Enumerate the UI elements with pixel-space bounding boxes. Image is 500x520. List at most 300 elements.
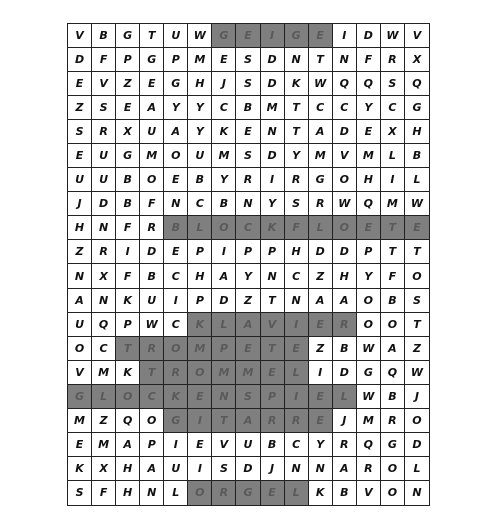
grid-cell[interactable]: N bbox=[285, 48, 309, 72]
grid-cell[interactable]: F bbox=[285, 216, 309, 240]
grid-cell[interactable]: V bbox=[68, 361, 92, 385]
grid-cell[interactable]: L bbox=[188, 216, 212, 240]
grid-cell[interactable]: R bbox=[333, 313, 357, 337]
grid-cell[interactable]: S bbox=[236, 144, 260, 168]
grid-cell[interactable]: Y bbox=[236, 264, 260, 288]
grid-cell[interactable]: U bbox=[164, 457, 188, 481]
grid-cell[interactable]: E bbox=[68, 144, 92, 168]
grid-cell[interactable]: M bbox=[357, 409, 381, 433]
grid-cell[interactable]: O bbox=[405, 264, 429, 288]
grid-cell[interactable]: L bbox=[92, 385, 116, 409]
grid-cell[interactable]: I bbox=[309, 361, 333, 385]
grid-cell[interactable]: I bbox=[333, 24, 357, 48]
grid-cell[interactable]: B bbox=[333, 337, 357, 361]
grid-cell[interactable]: F bbox=[357, 48, 381, 72]
grid-cell[interactable]: G bbox=[212, 24, 236, 48]
grid-cell[interactable]: G bbox=[164, 409, 188, 433]
grid-cell[interactable]: K bbox=[116, 289, 140, 313]
grid-cell[interactable]: O bbox=[68, 337, 92, 361]
grid-cell[interactable]: D bbox=[92, 192, 116, 216]
grid-cell[interactable]: M bbox=[309, 144, 333, 168]
grid-cell[interactable]: M bbox=[212, 361, 236, 385]
grid-cell[interactable]: W bbox=[357, 337, 381, 361]
grid-cell[interactable]: L bbox=[285, 361, 309, 385]
grid-cell[interactable]: Y bbox=[309, 433, 333, 457]
grid-cell[interactable]: A bbox=[212, 264, 236, 288]
grid-cell[interactable]: I bbox=[164, 289, 188, 313]
grid-cell[interactable]: D bbox=[212, 289, 236, 313]
grid-cell[interactable]: O bbox=[357, 313, 381, 337]
grid-cell[interactable]: W bbox=[357, 385, 381, 409]
grid-cell[interactable]: D bbox=[68, 48, 92, 72]
grid-cell[interactable]: K bbox=[188, 313, 212, 337]
grid-cell[interactable]: Z bbox=[68, 96, 92, 120]
grid-cell[interactable]: L bbox=[164, 481, 188, 505]
grid-cell[interactable]: L bbox=[285, 481, 309, 505]
grid-cell[interactable]: S bbox=[236, 48, 260, 72]
grid-cell[interactable]: D bbox=[333, 361, 357, 385]
grid-cell[interactable]: Q bbox=[357, 192, 381, 216]
grid-cell[interactable]: E bbox=[261, 361, 285, 385]
grid-cell[interactable]: O bbox=[188, 361, 212, 385]
grid-cell[interactable]: P bbox=[188, 240, 212, 264]
grid-cell[interactable]: E bbox=[309, 24, 333, 48]
grid-cell[interactable]: M bbox=[188, 337, 212, 361]
grid-cell[interactable]: Y bbox=[285, 144, 309, 168]
grid-cell[interactable]: P bbox=[164, 48, 188, 72]
grid-cell[interactable]: A bbox=[381, 337, 405, 361]
grid-cell[interactable]: P bbox=[261, 385, 285, 409]
grid-cell[interactable]: A bbox=[236, 313, 260, 337]
grid-cell[interactable]: N bbox=[309, 457, 333, 481]
grid-cell[interactable]: A bbox=[309, 120, 333, 144]
grid-cell[interactable]: N bbox=[92, 289, 116, 313]
grid-cell[interactable]: C bbox=[333, 96, 357, 120]
grid-cell[interactable]: R bbox=[357, 457, 381, 481]
grid-cell[interactable]: J bbox=[333, 409, 357, 433]
grid-cell[interactable]: K bbox=[164, 385, 188, 409]
grid-cell[interactable]: M bbox=[357, 144, 381, 168]
grid-cell[interactable]: N bbox=[68, 264, 92, 288]
grid-cell[interactable]: X bbox=[92, 457, 116, 481]
grid-cell[interactable]: S bbox=[285, 192, 309, 216]
grid-cell[interactable]: P bbox=[188, 289, 212, 313]
grid-cell[interactable]: H bbox=[405, 120, 429, 144]
grid-cell[interactable]: Z bbox=[68, 240, 92, 264]
grid-cell[interactable]: C bbox=[188, 192, 212, 216]
grid-cell[interactable]: F bbox=[92, 481, 116, 505]
grid-cell[interactable]: F bbox=[116, 264, 140, 288]
grid-cell[interactable]: E bbox=[116, 96, 140, 120]
grid-cell[interactable]: N bbox=[333, 48, 357, 72]
grid-cell[interactable]: W bbox=[188, 24, 212, 48]
grid-cell[interactable]: J bbox=[405, 385, 429, 409]
grid-cell[interactable]: C bbox=[236, 216, 260, 240]
grid-cell[interactable]: I bbox=[116, 240, 140, 264]
grid-cell[interactable]: E bbox=[188, 433, 212, 457]
grid-cell[interactable]: E bbox=[236, 337, 260, 361]
grid-cell[interactable]: F bbox=[381, 264, 405, 288]
grid-cell[interactable]: I bbox=[285, 313, 309, 337]
grid-cell[interactable]: O bbox=[164, 337, 188, 361]
grid-cell[interactable]: H bbox=[357, 168, 381, 192]
grid-cell[interactable]: M bbox=[188, 48, 212, 72]
grid-cell[interactable]: N bbox=[285, 289, 309, 313]
grid-cell[interactable]: W bbox=[309, 72, 333, 96]
grid-cell[interactable]: D bbox=[261, 144, 285, 168]
grid-cell[interactable]: N bbox=[164, 192, 188, 216]
grid-cell[interactable]: E bbox=[357, 120, 381, 144]
grid-cell[interactable]: A bbox=[68, 289, 92, 313]
grid-cell[interactable]: K bbox=[212, 120, 236, 144]
grid-cell[interactable]: B bbox=[140, 264, 164, 288]
grid-cell[interactable]: Q bbox=[381, 361, 405, 385]
grid-cell[interactable]: W bbox=[405, 361, 429, 385]
grid-cell[interactable]: O bbox=[164, 144, 188, 168]
grid-cell[interactable]: I bbox=[164, 433, 188, 457]
grid-cell[interactable]: O bbox=[357, 289, 381, 313]
grid-cell[interactable]: O bbox=[405, 409, 429, 433]
grid-cell[interactable]: B bbox=[164, 216, 188, 240]
grid-cell[interactable]: E bbox=[357, 216, 381, 240]
grid-cell[interactable]: H bbox=[333, 264, 357, 288]
grid-cell[interactable]: P bbox=[236, 240, 260, 264]
grid-cell[interactable]: T bbox=[381, 216, 405, 240]
grid-cell[interactable]: B bbox=[381, 385, 405, 409]
grid-cell[interactable]: I bbox=[212, 240, 236, 264]
grid-cell[interactable]: I bbox=[261, 168, 285, 192]
grid-cell[interactable]: I bbox=[381, 168, 405, 192]
grid-cell[interactable]: C bbox=[285, 264, 309, 288]
grid-cell[interactable]: M bbox=[261, 96, 285, 120]
grid-cell[interactable]: A bbox=[140, 457, 164, 481]
grid-cell[interactable]: R bbox=[164, 361, 188, 385]
grid-cell[interactable]: A bbox=[333, 457, 357, 481]
grid-cell[interactable]: O bbox=[188, 481, 212, 505]
grid-cell[interactable]: N bbox=[236, 192, 260, 216]
grid-cell[interactable]: A bbox=[309, 289, 333, 313]
grid-cell[interactable]: E bbox=[405, 216, 429, 240]
grid-cell[interactable]: R bbox=[309, 192, 333, 216]
grid-cell[interactable]: R bbox=[381, 409, 405, 433]
grid-cell[interactable]: Z bbox=[236, 289, 260, 313]
grid-cell[interactable]: R bbox=[212, 481, 236, 505]
grid-cell[interactable]: G bbox=[164, 72, 188, 96]
grid-cell[interactable]: N bbox=[92, 216, 116, 240]
grid-cell[interactable]: G bbox=[405, 96, 429, 120]
grid-cell[interactable]: E bbox=[164, 168, 188, 192]
grid-cell[interactable]: O bbox=[116, 385, 140, 409]
grid-cell[interactable]: L bbox=[212, 313, 236, 337]
grid-cell[interactable]: T bbox=[140, 361, 164, 385]
grid-cell[interactable]: A bbox=[164, 120, 188, 144]
grid-cell[interactable]: A bbox=[236, 409, 260, 433]
grid-cell[interactable]: Z bbox=[116, 72, 140, 96]
grid-cell[interactable]: B bbox=[116, 192, 140, 216]
grid-cell[interactable]: L bbox=[405, 457, 429, 481]
grid-cell[interactable]: K bbox=[261, 216, 285, 240]
grid-cell[interactable]: B bbox=[236, 96, 260, 120]
grid-cell[interactable]: B bbox=[261, 433, 285, 457]
grid-cell[interactable]: E bbox=[309, 385, 333, 409]
grid-cell[interactable]: T bbox=[140, 24, 164, 48]
grid-cell[interactable]: S bbox=[236, 385, 260, 409]
grid-cell[interactable]: P bbox=[212, 337, 236, 361]
grid-cell[interactable]: L bbox=[309, 216, 333, 240]
grid-cell[interactable]: Z bbox=[405, 337, 429, 361]
grid-cell[interactable]: N bbox=[261, 120, 285, 144]
grid-cell[interactable]: V bbox=[333, 144, 357, 168]
grid-cell[interactable]: P bbox=[140, 433, 164, 457]
grid-cell[interactable]: O bbox=[140, 168, 164, 192]
grid-cell[interactable]: E bbox=[309, 409, 333, 433]
grid-cell[interactable]: D bbox=[333, 120, 357, 144]
grid-cell[interactable]: V bbox=[357, 481, 381, 505]
grid-cell[interactable]: Y bbox=[261, 192, 285, 216]
grid-cell[interactable]: J bbox=[261, 457, 285, 481]
grid-cell[interactable]: I bbox=[188, 457, 212, 481]
grid-cell[interactable]: C bbox=[164, 313, 188, 337]
grid-cell[interactable]: K bbox=[68, 457, 92, 481]
grid-cell[interactable]: N bbox=[140, 481, 164, 505]
grid-cell[interactable]: Y bbox=[357, 264, 381, 288]
grid-cell[interactable]: U bbox=[68, 168, 92, 192]
grid-cell[interactable]: I bbox=[261, 24, 285, 48]
grid-cell[interactable]: K bbox=[116, 361, 140, 385]
grid-cell[interactable]: D bbox=[236, 457, 260, 481]
grid-cell[interactable]: I bbox=[188, 409, 212, 433]
grid-cell[interactable]: J bbox=[212, 72, 236, 96]
grid-cell[interactable]: M bbox=[212, 144, 236, 168]
grid-cell[interactable]: X bbox=[116, 120, 140, 144]
grid-cell[interactable]: N bbox=[261, 264, 285, 288]
grid-cell[interactable]: R bbox=[140, 337, 164, 361]
grid-cell[interactable]: L bbox=[333, 385, 357, 409]
grid-cell[interactable]: Y bbox=[357, 96, 381, 120]
grid-cell[interactable]: O bbox=[212, 216, 236, 240]
grid-cell[interactable]: B bbox=[92, 24, 116, 48]
grid-cell[interactable]: Y bbox=[212, 168, 236, 192]
grid-cell[interactable]: E bbox=[285, 337, 309, 361]
grid-cell[interactable]: D bbox=[405, 433, 429, 457]
grid-cell[interactable]: Q bbox=[116, 409, 140, 433]
grid-cell[interactable]: C bbox=[164, 264, 188, 288]
grid-cell[interactable]: T bbox=[261, 337, 285, 361]
grid-cell[interactable]: T bbox=[212, 409, 236, 433]
grid-cell[interactable]: T bbox=[285, 120, 309, 144]
grid-cell[interactable]: O bbox=[381, 313, 405, 337]
grid-cell[interactable]: R bbox=[261, 409, 285, 433]
grid-cell[interactable]: M bbox=[381, 192, 405, 216]
grid-cell[interactable]: H bbox=[285, 240, 309, 264]
grid-cell[interactable]: T bbox=[405, 240, 429, 264]
grid-cell[interactable]: G bbox=[116, 144, 140, 168]
grid-cell[interactable]: N bbox=[285, 457, 309, 481]
grid-cell[interactable]: X bbox=[405, 48, 429, 72]
grid-cell[interactable]: M bbox=[92, 361, 116, 385]
grid-cell[interactable]: E bbox=[309, 313, 333, 337]
grid-cell[interactable]: G bbox=[68, 385, 92, 409]
grid-cell[interactable]: I bbox=[285, 385, 309, 409]
grid-cell[interactable]: M bbox=[236, 361, 260, 385]
grid-cell[interactable]: G bbox=[309, 168, 333, 192]
grid-cell[interactable]: Q bbox=[357, 72, 381, 96]
grid-cell[interactable]: B bbox=[116, 168, 140, 192]
grid-cell[interactable]: T bbox=[116, 337, 140, 361]
grid-cell[interactable]: Z bbox=[309, 337, 333, 361]
grid-cell[interactable]: L bbox=[381, 144, 405, 168]
grid-cell[interactable]: U bbox=[236, 433, 260, 457]
grid-cell[interactable]: H bbox=[188, 264, 212, 288]
grid-cell[interactable]: F bbox=[116, 216, 140, 240]
grid-cell[interactable]: P bbox=[116, 313, 140, 337]
grid-cell[interactable]: G bbox=[140, 48, 164, 72]
grid-cell[interactable]: X bbox=[381, 120, 405, 144]
grid-cell[interactable]: P bbox=[261, 240, 285, 264]
grid-cell[interactable]: A bbox=[333, 289, 357, 313]
grid-cell[interactable]: G bbox=[236, 481, 260, 505]
grid-cell[interactable]: U bbox=[92, 168, 116, 192]
grid-cell[interactable]: D bbox=[357, 24, 381, 48]
grid-cell[interactable]: G bbox=[357, 361, 381, 385]
grid-cell[interactable]: C bbox=[212, 96, 236, 120]
grid-cell[interactable]: B bbox=[405, 144, 429, 168]
grid-cell[interactable]: W bbox=[333, 192, 357, 216]
grid-cell[interactable]: E bbox=[236, 120, 260, 144]
grid-cell[interactable]: O bbox=[140, 409, 164, 433]
grid-cell[interactable]: M bbox=[68, 409, 92, 433]
grid-cell[interactable]: C bbox=[381, 96, 405, 120]
grid-cell[interactable]: T bbox=[261, 289, 285, 313]
grid-cell[interactable]: C bbox=[140, 385, 164, 409]
grid-cell[interactable]: W bbox=[381, 24, 405, 48]
grid-cell[interactable]: R bbox=[140, 216, 164, 240]
grid-cell[interactable]: Z bbox=[92, 409, 116, 433]
grid-cell[interactable]: R bbox=[92, 240, 116, 264]
grid-cell[interactable]: D bbox=[140, 240, 164, 264]
grid-cell[interactable]: T bbox=[285, 96, 309, 120]
grid-cell[interactable]: S bbox=[405, 289, 429, 313]
grid-cell[interactable]: Y bbox=[164, 96, 188, 120]
grid-cell[interactable]: O bbox=[381, 457, 405, 481]
grid-cell[interactable]: A bbox=[116, 433, 140, 457]
grid-cell[interactable]: B bbox=[381, 289, 405, 313]
grid-cell[interactable]: W bbox=[140, 313, 164, 337]
grid-cell[interactable]: S bbox=[68, 481, 92, 505]
grid-cell[interactable]: Y bbox=[188, 120, 212, 144]
grid-cell[interactable]: O bbox=[333, 216, 357, 240]
grid-cell[interactable]: U bbox=[140, 289, 164, 313]
grid-cell[interactable]: V bbox=[68, 24, 92, 48]
grid-cell[interactable]: G bbox=[381, 433, 405, 457]
grid-cell[interactable]: L bbox=[405, 168, 429, 192]
grid-cell[interactable]: U bbox=[92, 144, 116, 168]
grid-cell[interactable]: Q bbox=[405, 72, 429, 96]
grid-cell[interactable]: K bbox=[309, 481, 333, 505]
grid-cell[interactable]: V bbox=[92, 72, 116, 96]
grid-cell[interactable]: R bbox=[381, 48, 405, 72]
grid-cell[interactable]: V bbox=[212, 433, 236, 457]
grid-cell[interactable]: T bbox=[309, 48, 333, 72]
grid-cell[interactable]: G bbox=[285, 24, 309, 48]
grid-cell[interactable]: E bbox=[68, 72, 92, 96]
grid-cell[interactable]: G bbox=[116, 24, 140, 48]
grid-cell[interactable]: N bbox=[412, 486, 422, 500]
grid-cell[interactable]: Z bbox=[309, 264, 333, 288]
grid-cell[interactable]: B bbox=[212, 192, 236, 216]
grid-cell[interactable]: D bbox=[333, 240, 357, 264]
grid-cell[interactable]: C bbox=[285, 433, 309, 457]
grid-cell[interactable]: Q bbox=[92, 313, 116, 337]
grid-cell[interactable]: H bbox=[116, 481, 140, 505]
grid-cell[interactable]: R bbox=[285, 409, 309, 433]
grid-cell[interactable]: U bbox=[68, 313, 92, 337]
grid-cell[interactable]: S bbox=[212, 457, 236, 481]
grid-cell[interactable]: O bbox=[333, 168, 357, 192]
grid-cell[interactable]: X bbox=[92, 264, 116, 288]
grid-cell[interactable]: Q bbox=[333, 72, 357, 96]
grid-cell[interactable]: W bbox=[405, 192, 429, 216]
grid-cell[interactable]: P bbox=[357, 240, 381, 264]
grid-cell[interactable]: V bbox=[261, 313, 285, 337]
grid-cell[interactable]: R bbox=[333, 433, 357, 457]
grid-cell[interactable]: B bbox=[333, 481, 357, 505]
grid-cell[interactable]: Q bbox=[357, 433, 381, 457]
grid-cell[interactable]: R bbox=[285, 168, 309, 192]
grid-cell[interactable]: H bbox=[68, 216, 92, 240]
grid-cell[interactable]: R bbox=[236, 168, 260, 192]
grid-cell[interactable]: E bbox=[68, 433, 92, 457]
grid-cell[interactable]: E bbox=[261, 481, 285, 505]
grid-cell[interactable]: D bbox=[261, 72, 285, 96]
grid-cell[interactable]: H bbox=[188, 72, 212, 96]
grid-cell[interactable]: K bbox=[285, 72, 309, 96]
grid-cell[interactable]: S bbox=[92, 96, 116, 120]
grid-cell[interactable]: H bbox=[116, 457, 140, 481]
grid-cell[interactable]: C bbox=[92, 337, 116, 361]
grid-cell[interactable]: T bbox=[381, 240, 405, 264]
grid-cell[interactable]: V bbox=[405, 24, 429, 48]
grid-cell[interactable]: J bbox=[68, 192, 92, 216]
grid-cell[interactable]: U bbox=[188, 144, 212, 168]
grid-cell[interactable]: A bbox=[140, 96, 164, 120]
grid-cell[interactable]: Y bbox=[188, 96, 212, 120]
grid-cell[interactable]: P bbox=[116, 48, 140, 72]
grid-cell[interactable]: E bbox=[188, 385, 212, 409]
grid-cell[interactable]: M bbox=[140, 144, 164, 168]
grid-cell[interactable]: D bbox=[261, 48, 285, 72]
grid-cell[interactable]: S bbox=[381, 72, 405, 96]
grid-cell[interactable]: S bbox=[68, 120, 92, 144]
grid-cell[interactable]: D bbox=[309, 240, 333, 264]
grid-cell[interactable]: E bbox=[164, 240, 188, 264]
grid-cell[interactable]: C bbox=[309, 96, 333, 120]
grid-cell[interactable]: O bbox=[381, 481, 405, 505]
grid-cell[interactable]: N bbox=[212, 385, 236, 409]
grid-cell[interactable]: U bbox=[140, 120, 164, 144]
grid-cell[interactable]: U bbox=[164, 24, 188, 48]
grid-cell[interactable]: T bbox=[405, 313, 429, 337]
grid-cell[interactable]: F bbox=[92, 48, 116, 72]
grid-cell[interactable]: E bbox=[212, 48, 236, 72]
grid-cell[interactable]: F bbox=[140, 192, 164, 216]
grid-cell[interactable]: E bbox=[236, 24, 260, 48]
grid-cell[interactable]: M bbox=[92, 433, 116, 457]
grid-cell[interactable]: S bbox=[236, 72, 260, 96]
grid-cell[interactable]: E bbox=[140, 72, 164, 96]
grid-cell[interactable]: R bbox=[92, 120, 116, 144]
grid-cell[interactable]: B bbox=[188, 168, 212, 192]
